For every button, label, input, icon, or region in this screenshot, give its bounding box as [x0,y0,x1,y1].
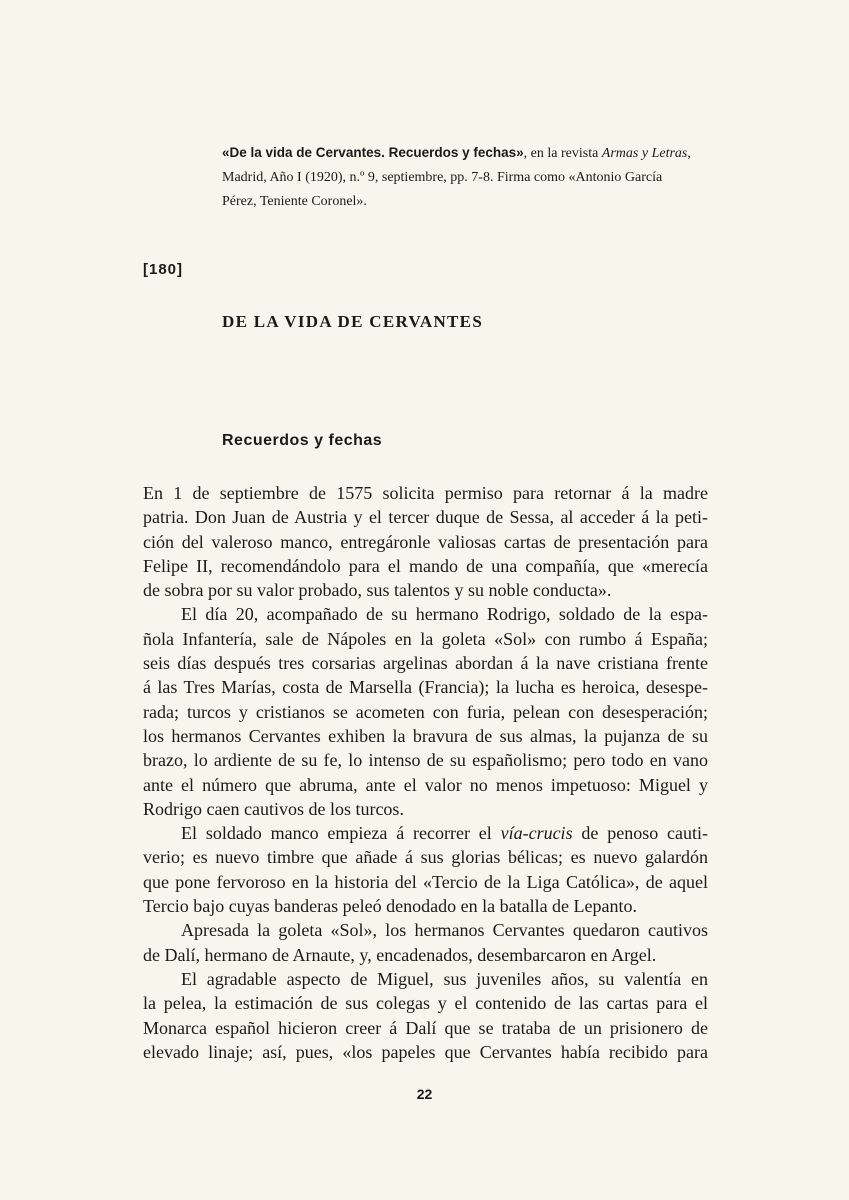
paragraph [143,821,708,918]
paragraph [143,918,708,967]
article-subtitle: Recuerdos y fechas [222,432,383,449]
text-line: El agradable aspecto de Miguel, sus juveniles años, su valentía en [181,968,708,989]
article-title: DE LA VIDA DE CERVANTES [222,312,484,331]
text-line: ante el número que abruma, ante el valor no menos impetuoso: Miguel y [143,774,708,795]
emphasis-text: vía-crucis [500,823,573,844]
page-number: 22 [416,1086,433,1102]
text-line: elevado linaje; así, pues, «los papeles que Cervantes había recibido para [143,1041,708,1062]
source-note [222,141,712,214]
entry-number: [180] [143,261,184,278]
source-note-text: , en la revista [523,146,602,161]
text-line: rada; turcos y cristianos se acometen con furia, pelean con desesperación; [143,701,708,722]
text-line: ción del valeroso manco, entregáronle valiosas cartas de presentación para [143,531,708,552]
text-line: verio; es nuevo timbre que añade á sus glorias bélicas; es nuevo galardón [143,847,708,868]
text-line: de Dalí, hermano de Arnaute, y, encadenados, desembarcaron en Argel. [143,944,657,965]
text-line: En 1 de septiembre de 1575 solicita permiso para retornar á la madre [143,483,708,503]
text-line: Rodrigo caen cautivos de los turcos. [143,798,404,819]
paragraph [143,967,708,1064]
text-line: Felipe II, recomendándolo para el mando de una compañía, que «merecía [143,555,708,576]
text-line: de sobra por su valor probado, sus talentos y su noble conducta». [143,580,612,601]
journal-name: Armas y Letras [601,146,688,161]
line-text: de penoso cauti- [572,823,708,844]
text-line: ñola Infantería, sale de Nápoles en la goleta «Sol» con rumbo á España; [143,628,708,649]
source-note-line: Madrid, Año I (1920), n.º 9, septiembre, pp. 7-8. Firma como «Antonio García [222,170,663,185]
text-line [143,821,708,845]
text-line: seis días después tres corsarias argelinas abordan á la nave cristiana frente [143,653,708,674]
text-line: la pelea, la estimación de sus colegas y el contenido de las cartas para el [143,993,708,1014]
text-line: Monarca español hicieron creer á Dalí que se trataba de un prisionero de [143,1017,708,1038]
paragraph [143,602,708,821]
text-line: El día 20, acompañado de su hermano Rodrigo, soldado de la espa- [181,604,708,625]
text-line: que pone fervoroso en la historia del «Tercio de la Liga Católica», de aquel [143,871,708,892]
text-line: Tercio bajo cuyas banderas peleó denodado en la batalla de Lepanto. [143,896,638,917]
article-body [143,481,708,1064]
source-note-line [222,141,712,166]
source-note-text: , [687,146,691,161]
source-article-title: «De la vida de Cervantes. Recuerdos y fechas» [222,145,524,160]
line-text: El soldado manco empieza á recorrer el [181,823,501,844]
text-line: Apresada la goleta «Sol», los hermanos Cervantes quedaron cautivos [181,920,708,941]
source-note-line: Pérez, Teniente Coronel». [222,194,367,209]
text-line: patria. Don Juan de Austria y el tercer duque de Sessa, al acceder á la peti- [143,507,708,528]
text-line: brazo, lo ardiente de su fe, lo intenso de su españolismo; pero todo en vano [143,750,708,771]
text-line: los hermanos Cervantes exhiben la bravura de sus almas, la pujanza de su [143,725,708,746]
text-line: á las Tres Marías, costa de Marsella (Francia); la lucha es heroica, desespe- [143,677,708,698]
paragraph [143,481,708,602]
